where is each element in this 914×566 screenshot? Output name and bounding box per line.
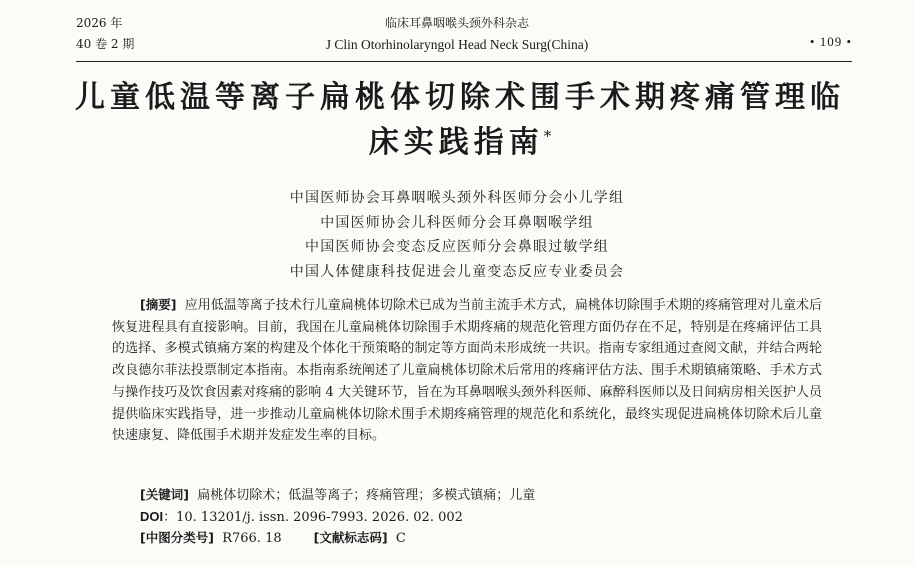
keywords-text: 扁桃体切除术；低温等离子；疼痛管理；多模式镇痛；儿童 (197, 488, 536, 503)
author-group: 中国人体健康科技促进会儿童变态反应专业委员会 (289, 263, 625, 280)
keywords (140, 485, 535, 506)
issue-volume: 40 卷 2 期 (76, 37, 135, 51)
author-groups (0, 186, 914, 284)
journal-name (0, 13, 914, 55)
keywords-label: [关键词] (140, 487, 189, 502)
article-title (60, 78, 860, 162)
clc-label: [中图分类号] (140, 530, 214, 545)
doc-code-value: C (395, 531, 406, 546)
author-group: 中国医师协会变态反应医师分会鼻眼过敏学组 (305, 239, 609, 255)
classification (140, 528, 406, 549)
doi-label: DOI (140, 509, 164, 524)
issue-year: 2026 年 (76, 16, 123, 30)
author-group: 中国医师协会耳鼻咽喉头颈外科医师分会小儿学组 (289, 190, 625, 206)
author-group: 中国医师协会儿科医师分会耳鼻咽喉学组 (320, 214, 594, 231)
doi-text: ：10. 13201/j. issn. 2096-7993. 2026. 02. 002 (163, 510, 463, 525)
doi (140, 507, 463, 528)
title-footnote-mark: * (543, 127, 552, 145)
title-line-2: 床实践指南 (368, 125, 544, 160)
header-rule (76, 61, 852, 62)
abstract-label: [摘要] (140, 297, 177, 312)
doc-code-label: [文献标志码] (313, 530, 388, 545)
journal-name-en: J Clin Otorhinolaryngol Head Neck Surg(China) (325, 37, 589, 52)
abstract (112, 294, 822, 447)
title-line-1: 儿童低温等离子扁桃体切除术围手术期疼痛管理临 (75, 80, 845, 115)
clc-value: R766. 18 (222, 531, 282, 546)
journal-name-cn: 临床耳鼻咽喉头颈外科杂志 (384, 16, 529, 30)
abstract-text: 应用低温等离子技术行儿童扁桃体切除术已成为当前主流手术方式，扁桃体切除围手术期的疼痛管理对儿童术后恢复进程具有直接影响。目前，我国在儿童扁桃体切除围手术期疼痛的规范化管理方面仍存在不足，特别是在疼痛评估工具的选择、多模式镇痛方案的构建及个体化干预策略的制定等方面尚未形成统一共识。指南专家组通过查阅文献，并结合两轮改良德尔菲法投票制定本指南。本指南系统阐述了儿童扁桃体切除术后常用的疼痛评估方法、围手术期镇痛策略、手术方式与操作技巧及饮食因素对疼痛的影响 4 大关键环节，旨在为耳鼻咽喉头颈外科医师、麻醉科医师以及日间病房相关医护人员提供临床实践指导，进一步推动儿童扁桃体切除术围手术期疼痛管理的规范化和系统化，最终实现促进扁桃体切除术后儿童快速康复、降低围手术期并发症发生率的目标。 (112, 298, 822, 444)
page-number: • 109 • (809, 34, 852, 49)
